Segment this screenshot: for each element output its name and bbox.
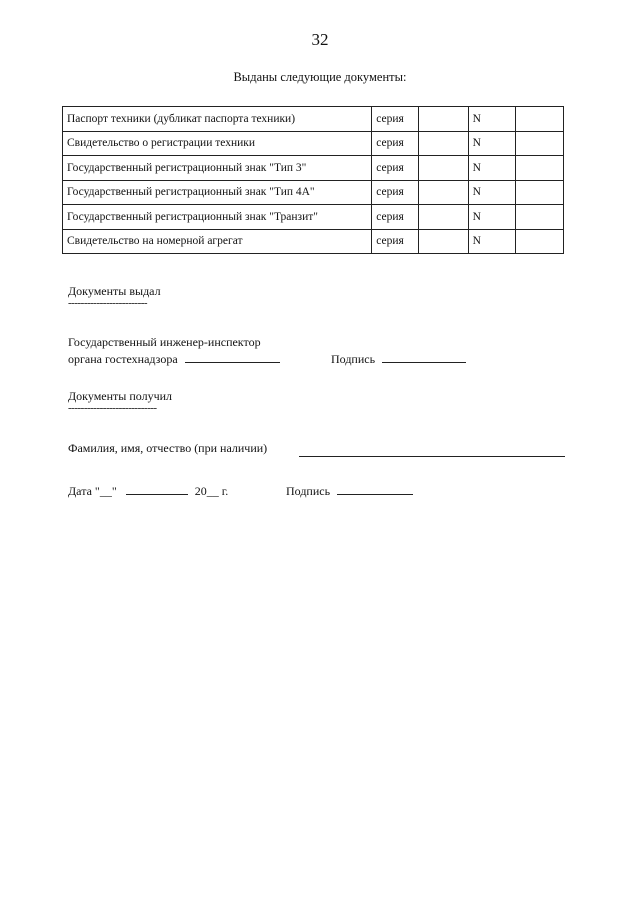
inspector-title-line2-row xyxy=(68,350,280,367)
series-label: серия xyxy=(372,180,419,205)
number-label: N xyxy=(468,156,515,181)
issued-by-line: ------------------------- xyxy=(68,297,148,309)
number-value-field[interactable] xyxy=(515,180,563,205)
document-name: Свидетельство о регистрации техники xyxy=(63,131,372,156)
document-row xyxy=(63,107,564,132)
document-name: Государственный регистрационный знак "Тип 4А" xyxy=(63,180,372,205)
series-value-field[interactable] xyxy=(419,107,468,132)
inspector-signature-row xyxy=(331,350,466,367)
series-label: серия xyxy=(372,229,419,254)
document-row xyxy=(63,131,564,156)
series-label: серия xyxy=(372,205,419,230)
document-row xyxy=(63,229,564,254)
number-value-field[interactable] xyxy=(515,131,563,156)
number-label: N xyxy=(468,205,515,230)
issued-by-label: Документы выдал xyxy=(68,284,161,298)
date-row xyxy=(68,482,228,499)
date-month-field[interactable] xyxy=(126,482,188,495)
date-year-label: 20__ г. xyxy=(194,484,229,498)
inspector-title-line2: органа гостехнадзора xyxy=(68,352,178,366)
fio-label: Фамилия, имя, отчество (при наличии) xyxy=(68,441,268,455)
number-value-field[interactable] xyxy=(515,156,563,181)
document-row xyxy=(63,205,564,230)
number-label: N xyxy=(468,131,515,156)
inspector-signature-field[interactable] xyxy=(382,350,466,363)
document-name: Государственный регистрационный знак "Тип 3" xyxy=(63,156,372,181)
document-row xyxy=(63,180,564,205)
received-by-label: Документы получил xyxy=(68,389,173,403)
receiver-signature-label: Подпись xyxy=(286,484,331,498)
series-value-field[interactable] xyxy=(419,156,468,181)
series-value-field[interactable] xyxy=(419,205,468,230)
page-number: 32 xyxy=(311,30,329,49)
inspector-name-field[interactable] xyxy=(185,350,280,363)
receiver-signature-field[interactable] xyxy=(337,482,413,495)
series-label: серия xyxy=(372,107,419,132)
number-value-field[interactable] xyxy=(515,229,563,254)
inspector-title-line1: Государственный инженер-инспектор xyxy=(68,335,261,349)
series-label: серия xyxy=(372,131,419,156)
document-name: Паспорт техники (дубликат паспорта техники) xyxy=(63,107,372,132)
receiver-signature-row xyxy=(286,482,413,499)
series-value-field[interactable] xyxy=(419,229,468,254)
documents-heading: Выданы следующие документы: xyxy=(233,70,407,84)
series-label: серия xyxy=(372,156,419,181)
series-value-field[interactable] xyxy=(419,131,468,156)
document-row xyxy=(63,156,564,181)
number-label: N xyxy=(468,229,515,254)
number-label: N xyxy=(468,180,515,205)
document-name: Государственный регистрационный знак "Транзит" xyxy=(63,205,372,230)
inspector-signature-label: Подпись xyxy=(331,352,376,366)
document-name: Свидетельство на номерной агрегат xyxy=(63,229,372,254)
number-value-field[interactable] xyxy=(515,107,563,132)
received-by-line: ---------------------------- xyxy=(68,402,157,414)
series-value-field[interactable] xyxy=(419,180,468,205)
fio-field[interactable] xyxy=(299,456,565,457)
number-value-field[interactable] xyxy=(515,205,563,230)
number-label: N xyxy=(468,107,515,132)
issued-documents-table xyxy=(62,106,564,254)
date-prefix: Дата "__" xyxy=(68,484,117,498)
